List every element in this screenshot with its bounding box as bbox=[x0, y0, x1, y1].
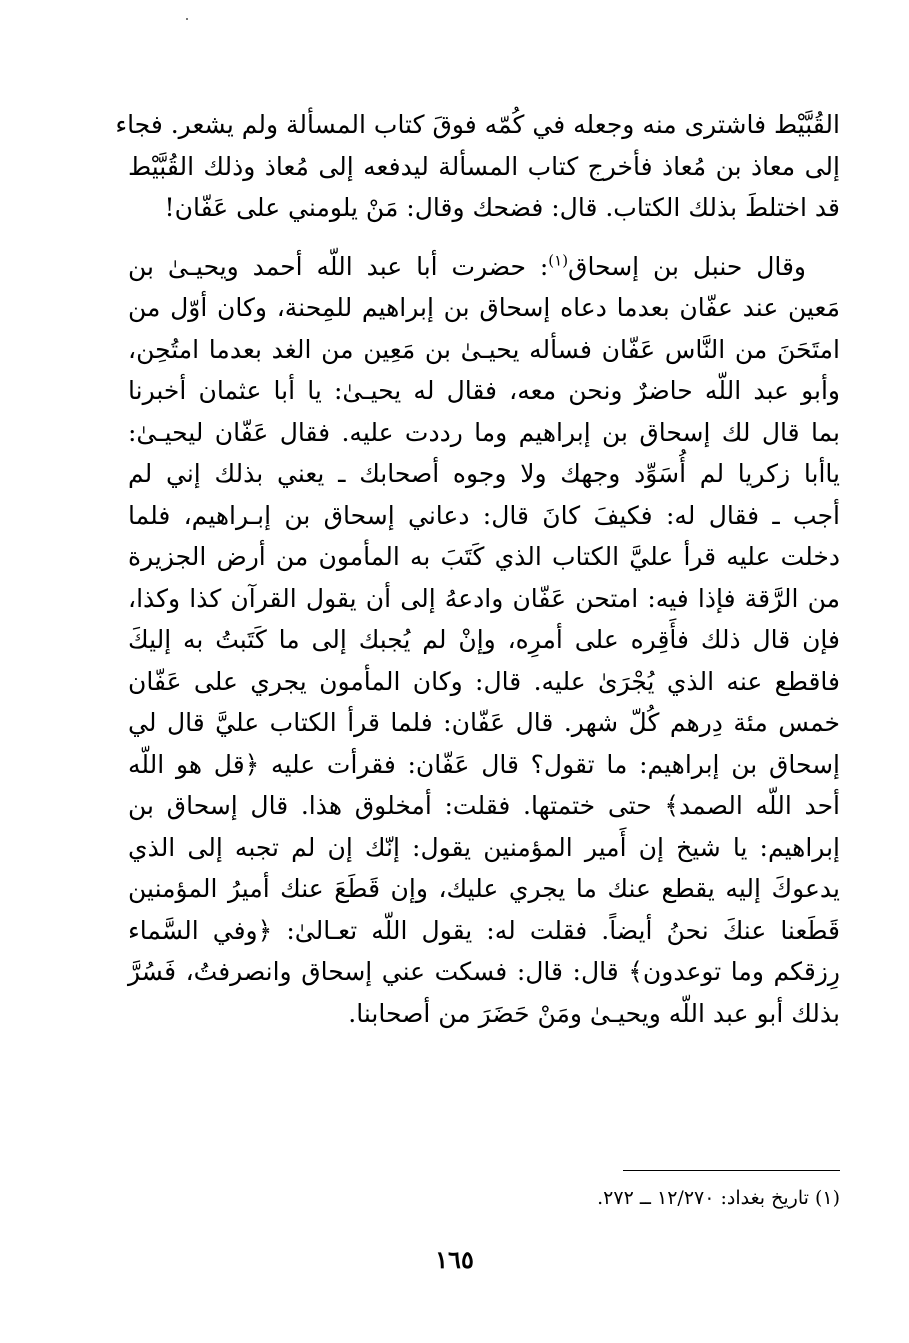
text-line: فإن قال ذلك فأَقِره على أمرِه، وإنْ لم يُجبك إلى ما كَتَبتُ به إليكَ bbox=[128, 625, 840, 654]
page-mark bbox=[186, 18, 188, 20]
text-line: بذلك أبو عبد اللّه ويحيـىٰ ومَنْ حَضَرَ من أصحابنا. bbox=[348, 998, 840, 1028]
text-line: فاقطع عنه الذي يُجْرَىٰ عليه. قال: وكان المأمون يجري على عَفّان bbox=[128, 666, 840, 696]
paragraph-gap bbox=[128, 229, 840, 246]
text-line: يدعوكَ إليه يقطع عنك ما يجري عليك، وإن قَطَعَ عنك أميرُ المؤمنين bbox=[128, 874, 840, 903]
text-line: امتَحَنَ من النَّاس عَفّان فسأله يحيـىٰ بن مَعِين من الغد بعدما امتُحِن، bbox=[128, 334, 840, 364]
text-line: أجب ـ فقال له: فكيفَ كانَ قال: دعاني إسحاق بن إبـراهيم، فلما bbox=[128, 500, 840, 530]
main-text bbox=[115, 104, 841, 1034]
text-line: إسحاق بن إبراهيم: ما تقول؟ قال عَفّان: فقرأت عليه ﴿قل هو اللّه bbox=[128, 749, 840, 779]
footnote: (١) تاريخ بغداد: ١٢/٢٧٠ ــ ٢٧٢. bbox=[597, 1187, 840, 1209]
text-line: قد اختلطَ بذلك الكتاب. قال: فضحك وقال: مَنْ يلومني على عَفّان! bbox=[164, 193, 840, 222]
text-line: خمس مئة دِرهم كُلّ شهر. قال عَفّان: فلما قرأ الكتاب عليَّ قال لي bbox=[128, 708, 840, 737]
text-line: قَطَعنا عنكَ نحنُ أيضاً. فقلت له: يقول اللّه تعـالىٰ: ﴿وفي السَّماء bbox=[128, 915, 841, 945]
text-line: بما قال لك إسحاق بن إبراهيم وما رددت عليه. فقال عَفّان ليحيـىٰ: bbox=[128, 417, 840, 447]
text-line: إلى معاذ بن مُعاذ فأخرج كتاب المسألة ليدفعه إلى مُعاذ وذلك القُبَّيْط bbox=[128, 151, 840, 181]
paragraph-2 bbox=[128, 246, 840, 1035]
paragraph-1 bbox=[115, 104, 840, 229]
text-line: وأبو عبد اللّه حاضرٌ ونحن معه، فقال له يحيـىٰ: يا أبا عثمان أخبرنا bbox=[128, 376, 840, 405]
text-line: دخلت عليه قرأ عليَّ الكتاب الذي كَتَبَ به المأمون من أرض الجزيرة bbox=[128, 542, 840, 571]
text-line: ياأبا زكريا لم أُسَوِّد وجهك ولا وجوه أصحابك ـ يعني بذلك إني لم bbox=[128, 459, 840, 488]
footnote-divider bbox=[623, 1170, 840, 1171]
text-line: القُبَّيْط فاشترى منه وجعله في كُمّه فوقَ كتاب المسألة ولم يشعر. فجاء bbox=[115, 110, 840, 139]
page-number: ١٦٥ bbox=[435, 1245, 474, 1274]
line-rest: : حضرت أبا عبد اللّه أحمد ويحيـىٰ بن bbox=[128, 251, 549, 281]
text-line: مَعين عند عفّان بعدما دعاه إسحاق بن إبراهيم للمِحنة، وكان أوّل من bbox=[128, 293, 840, 322]
text-line: إبراهيم: يا شيخ إن أَمير المؤمنين يقول: إنّك إن لم تجبه إلى الذي bbox=[128, 832, 840, 862]
text-line: أحد اللّه الصمد﴾ حتى ختمتها. فقلت: أمخلوق هذا. قال إسحاق بن bbox=[128, 791, 840, 820]
footnote-reference: (١) bbox=[548, 251, 569, 270]
line-start: وقال حنبل بن إسحاق bbox=[568, 251, 807, 281]
text-line bbox=[128, 246, 840, 288]
text-line: رِزقكم وما توعدون﴾ قال: قال: فسكت عني إسحاق وانصرفتُ، فَسُرَّ bbox=[128, 957, 840, 986]
text-line: من الرَّقة فإذا فيه: امتحن عَفّان وادعهُ إلى أن يقول القرآن كذا وكذا، bbox=[128, 583, 840, 613]
